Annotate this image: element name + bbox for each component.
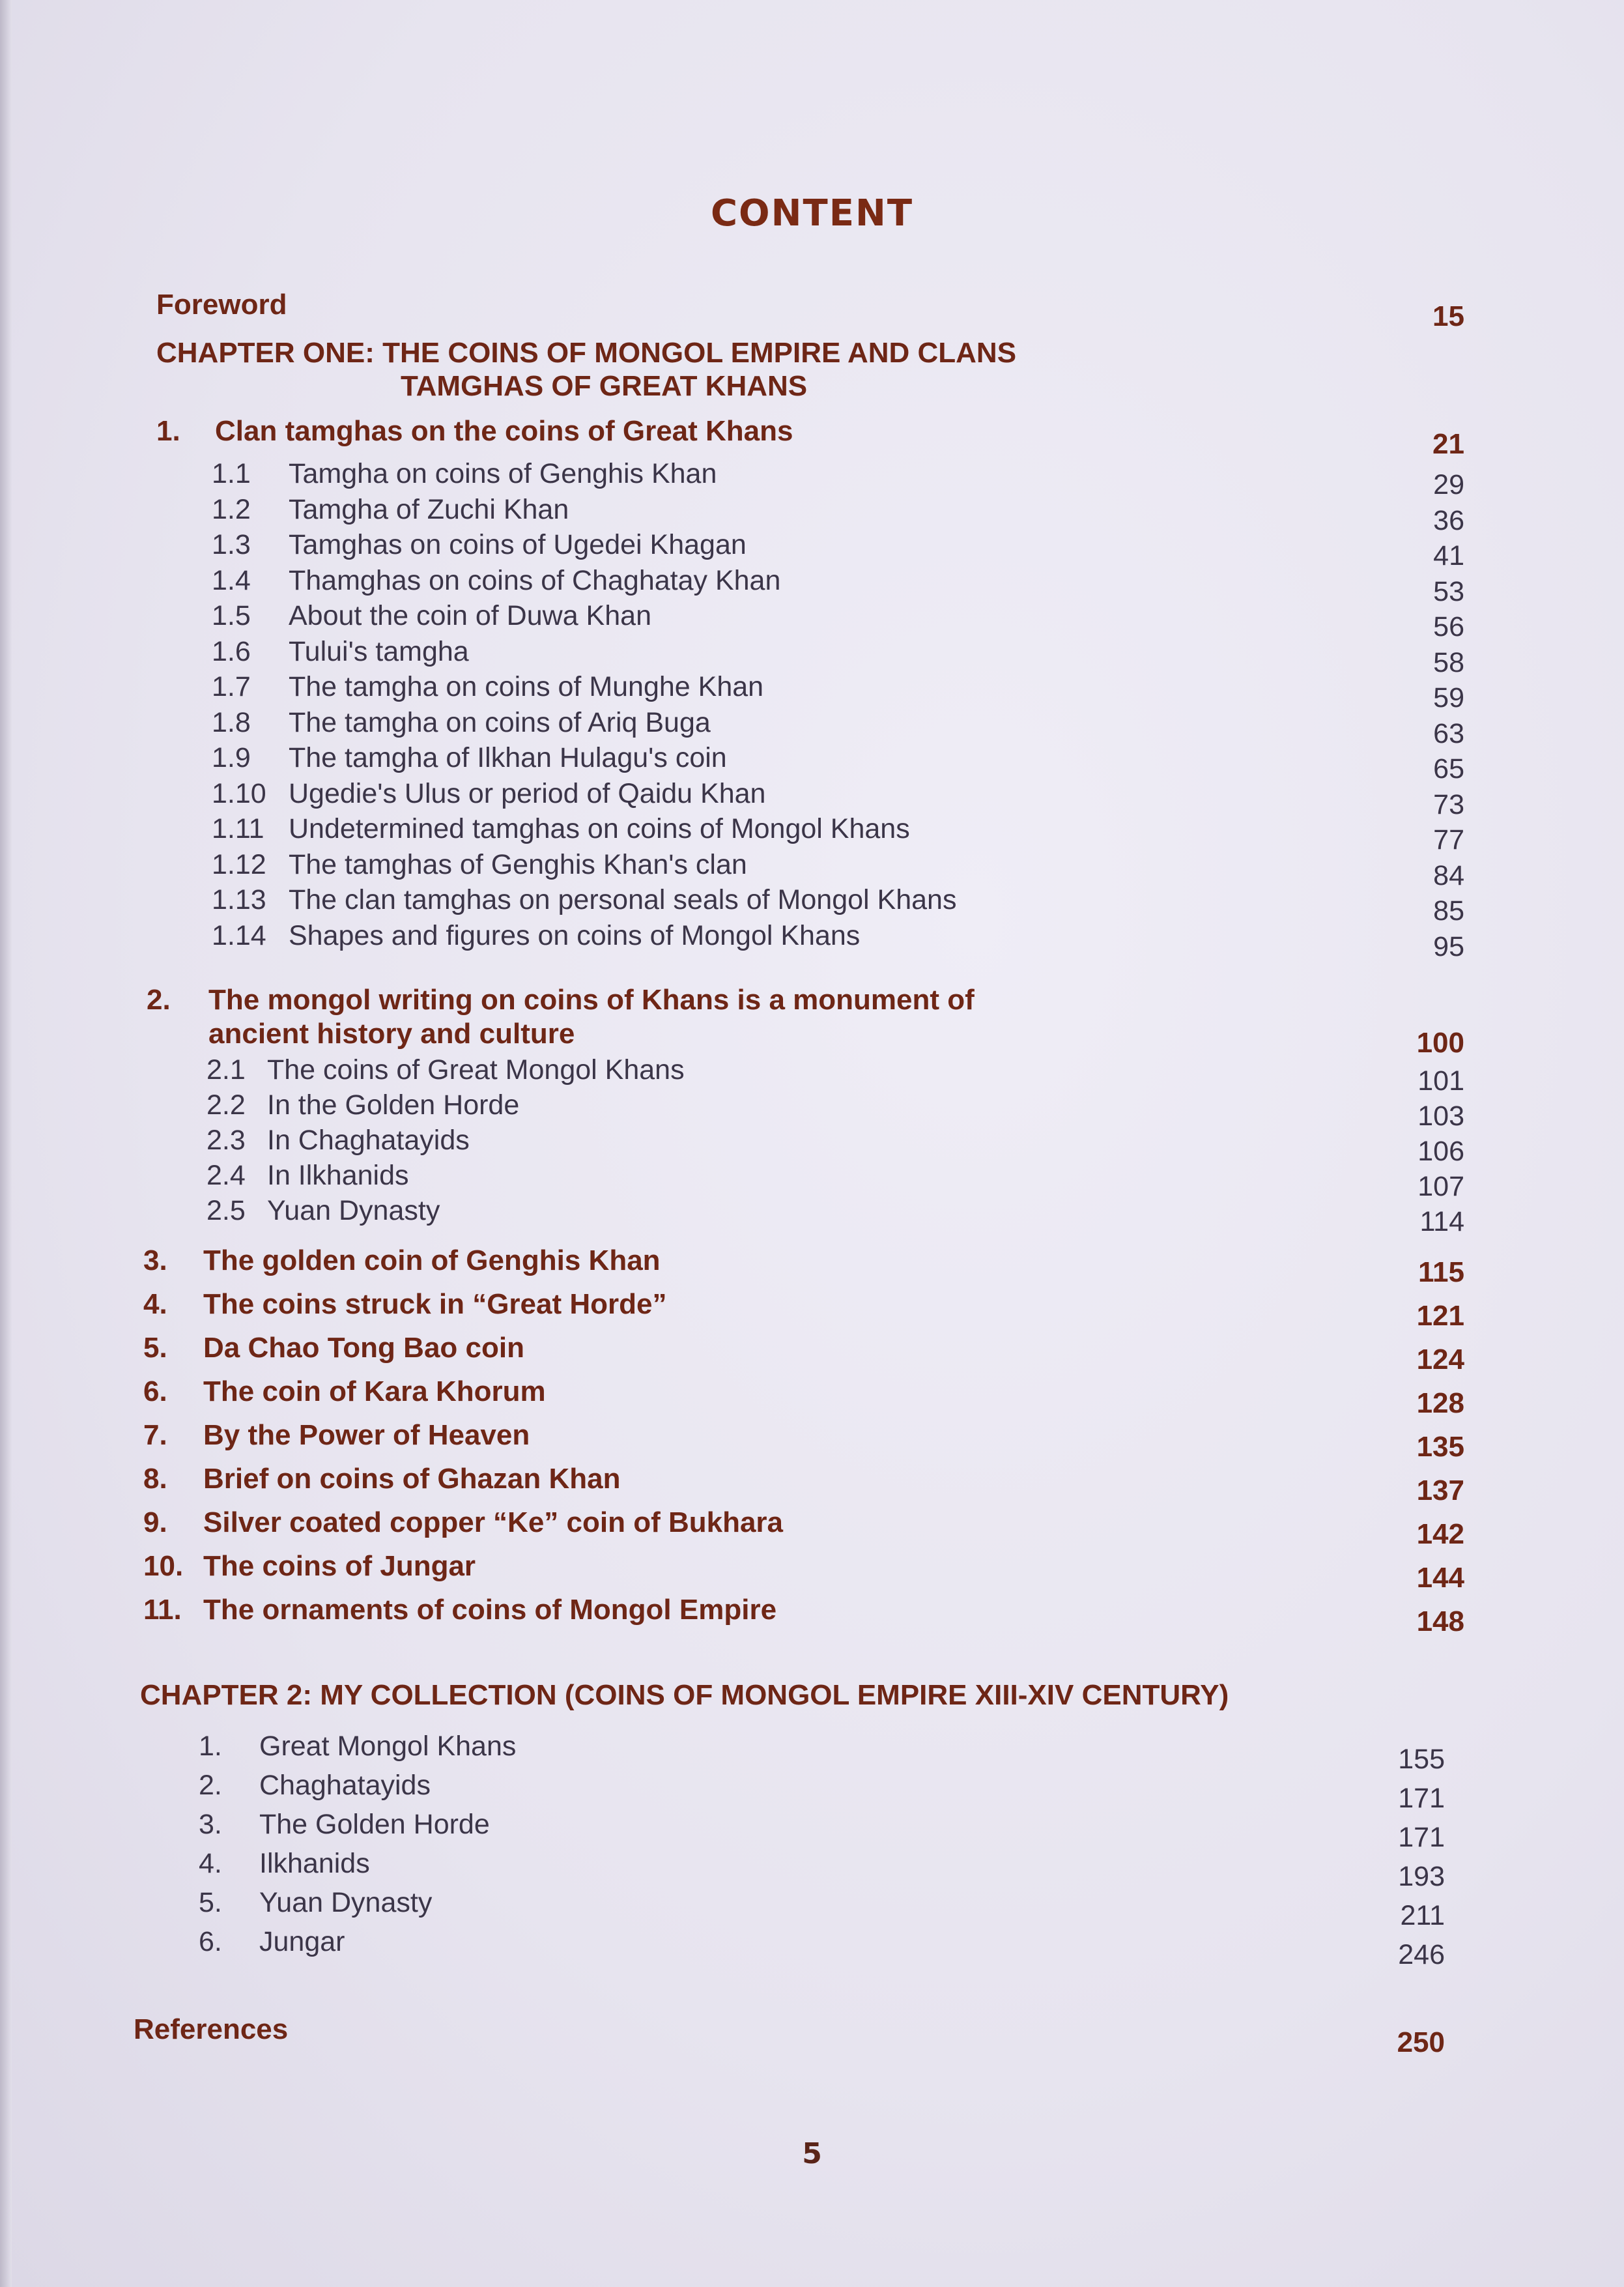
toc-subitem: [0, 1054, 1624, 1097]
item-page: 171: [1398, 1822, 1445, 1853]
chapter-one-heading-line1: CHAPTER ONE: THE COINS OF MONGOL EMPIRE AND CLANS: [156, 337, 1017, 369]
toc-references: [0, 2013, 1624, 2058]
toc-subitem: [0, 1125, 1624, 1167]
item-label: The ornaments of coins of Mongol Empire: [203, 1594, 777, 1626]
toc-subitem: [0, 884, 1624, 927]
toc-section: [0, 1288, 1624, 1332]
toc-subitem: [0, 1195, 1624, 1237]
item-number: 2.5: [207, 1195, 246, 1226]
item-label: Jungar: [259, 1926, 345, 1957]
item-number: 6.: [199, 1926, 222, 1957]
toc-subitem: [0, 777, 1624, 820]
item-label: Da Chao Tong Bao coin: [203, 1332, 524, 1364]
item-label: The clan tamghas on personal seals of Mongol Khans: [289, 884, 957, 915]
item-label: Tamghas on coins of Ugedei Khagan: [289, 529, 747, 560]
item-number: 7.: [143, 1419, 167, 1451]
item-label: The golden coin of Genghis Khan: [203, 1244, 661, 1276]
item-label: In the Golden Horde: [267, 1089, 520, 1121]
toc-subitem: [0, 493, 1624, 536]
item-number: 2.1: [207, 1054, 246, 1086]
item-label: Yuan Dynasty: [259, 1887, 433, 1918]
toc-section: [0, 1463, 1624, 1506]
item-number: 1.7: [212, 671, 251, 702]
item-number: 2.4: [207, 1160, 246, 1191]
item-label: Tului's tamgha: [289, 635, 469, 667]
item-number: 11.: [143, 1594, 182, 1626]
toc-section-2: [0, 984, 1624, 1020]
item-number: 1.6: [212, 635, 251, 667]
item-number: 1.12: [212, 848, 266, 880]
item-page: 121: [1416, 1300, 1464, 1332]
item-page: 137: [1416, 1474, 1464, 1506]
item-page: 193: [1398, 1861, 1445, 1892]
toc-collection-item: [0, 1926, 1624, 1970]
item-number: 2.: [199, 1770, 222, 1801]
item-label: Shapes and figures on coins of Mongol Khans: [289, 919, 861, 951]
toc-collection-item: [0, 1887, 1624, 1931]
toc-section: [0, 1244, 1624, 1288]
toc-subitem: [0, 706, 1624, 749]
item-label: The tamghas of Genghis Khan's clan: [289, 848, 747, 880]
item-page: 29: [1433, 469, 1464, 500]
item-number: 5.: [143, 1332, 167, 1364]
item-page: 107: [1417, 1171, 1464, 1202]
item-number: 1.11: [212, 813, 264, 844]
item-page: 41: [1433, 540, 1464, 571]
item-label: In Chaghatayids: [267, 1125, 470, 1156]
references-page: 250: [1397, 2026, 1445, 2058]
item-page: 142: [1416, 1518, 1464, 1550]
toc-section-2-cont: [0, 1018, 1624, 1059]
foreword-page: 15: [1432, 300, 1464, 332]
item-page: 103: [1417, 1100, 1464, 1132]
item-page: 155: [1398, 1744, 1445, 1775]
item-number: 6.: [143, 1375, 167, 1407]
item-label: The tamgha on coins of Ariq Buga: [289, 706, 711, 738]
page-title: CONTENT: [710, 192, 914, 235]
item-page: 59: [1433, 682, 1464, 713]
toc-subitem: [0, 919, 1624, 962]
toc-subitem: [0, 742, 1624, 784]
section-label-line2: ancient history and culture: [208, 1018, 575, 1050]
toc-foreword: [0, 289, 1624, 332]
toc-section: [0, 1375, 1624, 1419]
item-label: Silver coated copper “Ke” coin of Bukhara: [203, 1506, 784, 1538]
toc-subitem: [0, 813, 1624, 856]
item-label: The tamgha on coins of Munghe Khan: [289, 671, 764, 702]
item-number: 1.1: [212, 458, 251, 489]
item-number: 1.13: [212, 884, 266, 915]
item-number: 1.8: [212, 706, 251, 738]
item-number: 8.: [143, 1463, 167, 1495]
item-label: About the coin of Duwa Khan: [289, 600, 651, 631]
item-number: 1.9: [212, 742, 251, 773]
section-number: 1.: [156, 415, 180, 447]
section-page: 100: [1416, 1027, 1464, 1059]
item-page: 101: [1417, 1065, 1464, 1097]
section-label-line1: The mongol writing on coins of Khans is a monument of: [208, 984, 975, 1016]
item-number: 2.2: [207, 1089, 246, 1121]
item-label: The coin of Kara Khorum: [203, 1375, 546, 1407]
toc-subitem: [0, 1160, 1624, 1202]
item-page: 124: [1416, 1344, 1464, 1375]
item-label: Ugedie's Ulus or period of Qaidu Khan: [289, 777, 766, 809]
item-page: 148: [1416, 1605, 1464, 1637]
item-page: 171: [1398, 1783, 1445, 1814]
toc-subitem: [0, 635, 1624, 678]
item-page: 73: [1433, 788, 1464, 820]
section-number: 2.: [147, 984, 171, 1016]
item-page: 53: [1433, 575, 1464, 607]
item-page: 77: [1433, 824, 1464, 856]
item-label: Ilkhanids: [259, 1848, 370, 1879]
item-label: Yuan Dynasty: [267, 1195, 440, 1226]
toc-subitem: [0, 1089, 1624, 1132]
toc-subitem: [0, 458, 1624, 500]
item-label: Tamgha on coins of Genghis Khan: [289, 458, 717, 489]
item-label: The coins of Jungar: [203, 1550, 476, 1582]
item-label: The tamgha of Ilkhan Hulagu's coin: [289, 742, 727, 773]
item-label: Thamghas on coins of Chaghatay Khan: [289, 564, 781, 596]
toc-section: [0, 1550, 1624, 1594]
section-page: 21: [1432, 428, 1464, 460]
item-page: 63: [1433, 717, 1464, 749]
item-number: 1.3: [212, 529, 251, 560]
foreword-label: Foreword: [156, 289, 287, 321]
item-number: 1.10: [212, 777, 266, 809]
item-page: 128: [1416, 1387, 1464, 1419]
item-page: 246: [1398, 1939, 1445, 1970]
item-page: 115: [1418, 1256, 1464, 1288]
item-label: Chaghatayids: [259, 1770, 431, 1801]
item-number: 9.: [143, 1506, 167, 1538]
item-number: 5.: [199, 1887, 222, 1918]
item-page: 211: [1400, 1900, 1445, 1931]
toc-collection-item: [0, 1848, 1624, 1892]
item-label: The coins struck in “Great Horde”: [203, 1288, 667, 1320]
item-page: 144: [1416, 1562, 1464, 1594]
item-page: 36: [1433, 504, 1464, 536]
item-label: By the Power of Heaven: [203, 1419, 530, 1451]
item-number: 1.2: [212, 493, 251, 525]
toc-collection-item: [0, 1731, 1624, 1775]
item-number: 1.4: [212, 564, 251, 596]
item-label: Undetermined tamghas on coins of Mongol Khans: [289, 813, 910, 844]
item-number: 4.: [199, 1848, 222, 1879]
toc-subitem: [0, 564, 1624, 607]
item-page: 84: [1433, 859, 1464, 891]
page-number: 5: [802, 2137, 822, 2170]
item-label: The coins of Great Mongol Khans: [267, 1054, 685, 1086]
item-page: 85: [1433, 895, 1464, 927]
item-number: 3.: [143, 1244, 167, 1276]
item-number: 1.5: [212, 600, 251, 631]
toc-collection-item: [0, 1770, 1624, 1814]
toc-subitem: [0, 529, 1624, 571]
item-page: 135: [1416, 1431, 1464, 1463]
toc-section: [0, 1506, 1624, 1550]
item-label: The Golden Horde: [259, 1809, 490, 1840]
toc-subitem: [0, 848, 1624, 891]
item-number: 1.14: [212, 919, 266, 951]
item-page: 65: [1433, 753, 1464, 784]
item-label: In Ilkhanids: [267, 1160, 409, 1191]
toc-subitem: [0, 600, 1624, 642]
item-number: 4.: [143, 1288, 167, 1320]
item-page: 106: [1417, 1136, 1464, 1167]
toc-collection-item: [0, 1809, 1624, 1853]
item-page: 58: [1433, 646, 1464, 678]
item-number: 10.: [143, 1550, 184, 1582]
item-label: Great Mongol Khans: [259, 1731, 517, 1762]
item-label: Tamgha of Zuchi Khan: [289, 493, 569, 525]
section-label: Clan tamghas on the coins of Great Khans: [215, 415, 793, 447]
item-number: 1.: [199, 1731, 222, 1762]
toc-section: [0, 1332, 1624, 1375]
item-page: 114: [1419, 1206, 1464, 1237]
item-number: 2.3: [207, 1125, 246, 1156]
toc-section: [0, 1419, 1624, 1463]
item-page: 56: [1433, 611, 1464, 642]
toc-section-1: [0, 415, 1624, 460]
chapter-two-heading: CHAPTER 2: MY COLLECTION (COINS OF MONGOL EMPIRE XIII-XIV CENTURY): [140, 1679, 1229, 1711]
toc-subitem: [0, 671, 1624, 713]
item-label: Brief on coins of Ghazan Khan: [203, 1463, 621, 1495]
references-label: References: [134, 2013, 289, 2045]
toc-section: [0, 1594, 1624, 1637]
item-page: 95: [1433, 930, 1464, 962]
item-number: 3.: [199, 1809, 222, 1840]
chapter-one-heading-line2: TAMGHAS OF GREAT KHANS: [401, 370, 808, 402]
